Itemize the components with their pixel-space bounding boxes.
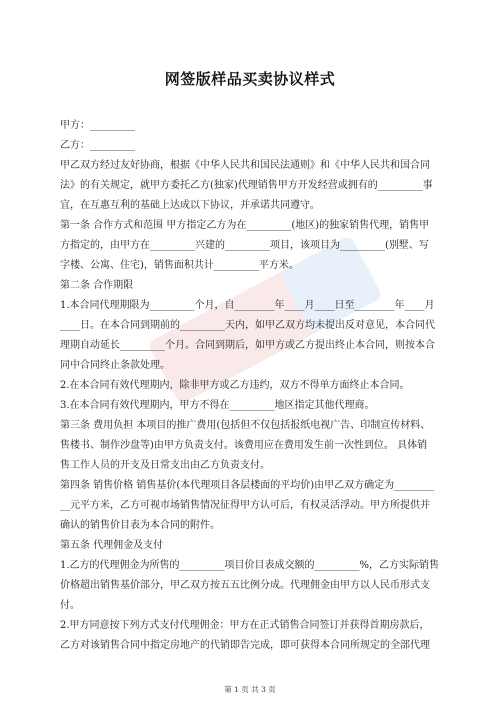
paragraph-line: 2.甲方同意按下列方式支付代理佣金：甲方在正式销售合同签订并获得首期房款后， xyxy=(60,620,430,631)
paragraph-line: 方指定的，由甲方在_________兴建的_________项目，该项目为_________(别墅、写 xyxy=(60,240,429,251)
paragraph-line: 1.乙方的代理佣金为所售的_________项目价目表成交额的_________%，乙方实际销售 xyxy=(60,560,440,571)
paragraph-line: 2.在本合同有效代理期内，除非甲方或乙方违约，双方不得单方面终止本合同。 xyxy=(60,380,410,391)
paragraph-line: 字楼、公寓、住宅)，销售面积共计_________平方米。 xyxy=(60,260,299,271)
paragraph-line: 付。 xyxy=(60,600,80,611)
paragraph-line: 确认的销售价目表为本合同的附件。 xyxy=(60,520,220,531)
paragraph-line: 甲方：_________ xyxy=(60,120,135,131)
paragraph-line: 售楼书、制作沙盘等)由甲方负责支付。该费用应在费用发生前一次性到位。 具体销 xyxy=(60,440,428,451)
document-body xyxy=(60,116,452,656)
paragraph-line: 价格超出销售基价部分，甲乙双方按五五比例分成。代理佣金由甲方以人民币形式支 xyxy=(60,580,430,591)
paragraph-line: 乙方：_________ xyxy=(60,140,135,151)
paragraph-line: 同中合同终止条款处理。 xyxy=(60,360,170,371)
paragraph-line: 乙方对该销售合同中指定房地产的代销即告完成，即可获得本合同所规定的全部代理 xyxy=(60,640,430,651)
paragraph-line: 理期自动延长_________个月。合同到期后，如甲方或乙方提出终止本合同，则按本合 xyxy=(60,340,435,351)
paragraph-line: 售工作人员的开支及日常支出由乙方负责支付。 xyxy=(60,460,270,471)
paragraph-line: __元平方米，乙方可视市场销售情况征得甲方认可后，有权灵活浮动。甲方所提供并 xyxy=(60,500,430,511)
page-title: 网签版样品买卖协议样式 xyxy=(164,70,336,88)
paragraph-line: 法》的有关规定，就甲方委托乙方(独家)代理销售甲方开发经营或拥有的_________事 xyxy=(60,180,433,191)
paragraph-line: 3.在本合同有效代理期内，甲方不得在_________地区指定其他代理商。 xyxy=(60,400,375,411)
paragraph-line: ____日。在本合同到期前的_________天内，如甲乙双方均未提出反对意见，本合同代 xyxy=(60,320,435,331)
paragraph-line: 第一条 合作方式和范围 甲方指定乙方为在_________(地区)的独家销售代理，销售甲 xyxy=(60,220,430,231)
page-number-footer: 第 1 页 共 3 页 xyxy=(224,685,276,694)
section-heading: 第五条 代理佣金及支付 xyxy=(60,540,164,551)
paragraph-line: 宜，在互惠互利的基础上达成以下协议，并承诺共同遵守。 xyxy=(60,200,320,211)
paragraph-line: 甲乙双方经过友好协商，根据《中华人民共和国民法通则》和《中华人民共和国合同 xyxy=(60,160,430,171)
paragraph-line: 第四条 销售价格 销售基价(本代理项目各层楼面的平均价)由甲乙双方确定为________ xyxy=(60,480,435,491)
section-heading: 第二条 合作期限 xyxy=(60,280,134,291)
paragraph-line: 1.本合同代理期限为_________个月，自________年____月____日至________年____月 xyxy=(60,300,435,311)
paragraph-line: 第三条 费用负担 本项目的推广费用(包括但不仅包括报纸电视广告、印制宣传材料、 xyxy=(60,420,431,431)
